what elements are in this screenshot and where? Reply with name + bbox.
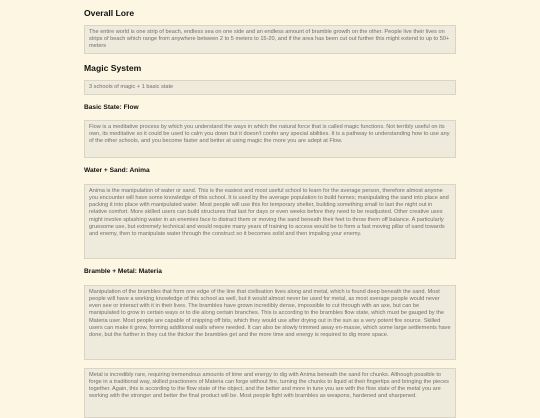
basic-state-heading: Basic State: Flow (84, 104, 139, 111)
basic-state-box: Flow is a meditative process by which you understand the ways in which the natural force that is called magic functions. Not terribly useful on its own, its meditative so it could be used to calm you down but it doesn't confer any special abilities. It is a pathway to understanding how to use any of the other schools, and you become faster and better at using magic the more you are adept at Flow. (84, 120, 456, 158)
overall-lore-heading: Overall Lore (84, 8, 135, 18)
magic-system-heading: Magic System (84, 63, 142, 73)
metal-box: Metal is incredibly rare, requiring tremendous amounts of time and energy to dig with Anima beneath the sand for chunks. Although possible to forge in a traditional way, skilled practioners of Materia can forge without fire, turning the chunks to liquid at their fingertips and bringing the pieces together. Again, this is according to the flow state of the object, and the better and more in tune you are with the flow state of the metal you are working with the stronger and better the final product will be. Most people fight with brambles as weapons, hardened and sharpened. (84, 368, 456, 418)
water-sand-box: Anima is the manipulation of water or sand. This is the easiest and most useful school to learn for the average person, therefore almost anyone you encounter will have some knowledge of this school. It is used by the average population to build homes; manipulating the sand into place and packing it into place with manipulated water. Most people will use this for temporary shelter, building something small to last the night out in relative comfort. More skilled users can build structures that last for days or even weeks before they need to be readjusted. Other creative uses might involve splashing water in an enemies face to distract them or moving the sand beneath their feet to throw them off balance. A particularly gruesome use, but extremely technical and would require many years of training to access would be to form a fast moving pillar of sand towards and enemy, then to manipulate water through the construct so it becomes solid and then impaling your enemy. (84, 184, 456, 259)
bramble-metal-box: Manipulation of the brambles that form one edge of the line that civilisation lives along and metal, which is found deep beneath the sand. Most people will have a working knowledge of this school as well, but it would almost never be used for metal, as most average people would never even see or interact with it in their lives. The brambles have grown incredibly dense, impossible to cut through with an axe, but can be manipulated to grow in certain ways or to die along certain branches. This is according to the brambles flow state, which must be gauged by the Materia user. Most people are capable of snipping off bits, which they would use after drying out in the sun as a very potent fire source. Skilled users can make it grow, forming additional walls where needed. It can also be slowly trimmed away en-masse, which some large settlements have done, but the further in they cut the thicker the brambles get and the more time and energy is required to dig more space. (84, 285, 456, 360)
magic-system-box: 3 schools of magic + 1 basic state (84, 80, 456, 95)
water-sand-heading: Water + Sand: Anima (84, 167, 150, 174)
bramble-metal-heading: Bramble + Metal: Materia (84, 268, 162, 275)
overall-lore-box: The entire world is one strip of beach, endless sea on one side and an endless amount of bramble growth on the other. People live their lives on strips of beach which range from anywhere between 2 to 5 meters to 15-20, and if the area has been cut out further this might extend to up to 50+ meters (84, 25, 456, 54)
